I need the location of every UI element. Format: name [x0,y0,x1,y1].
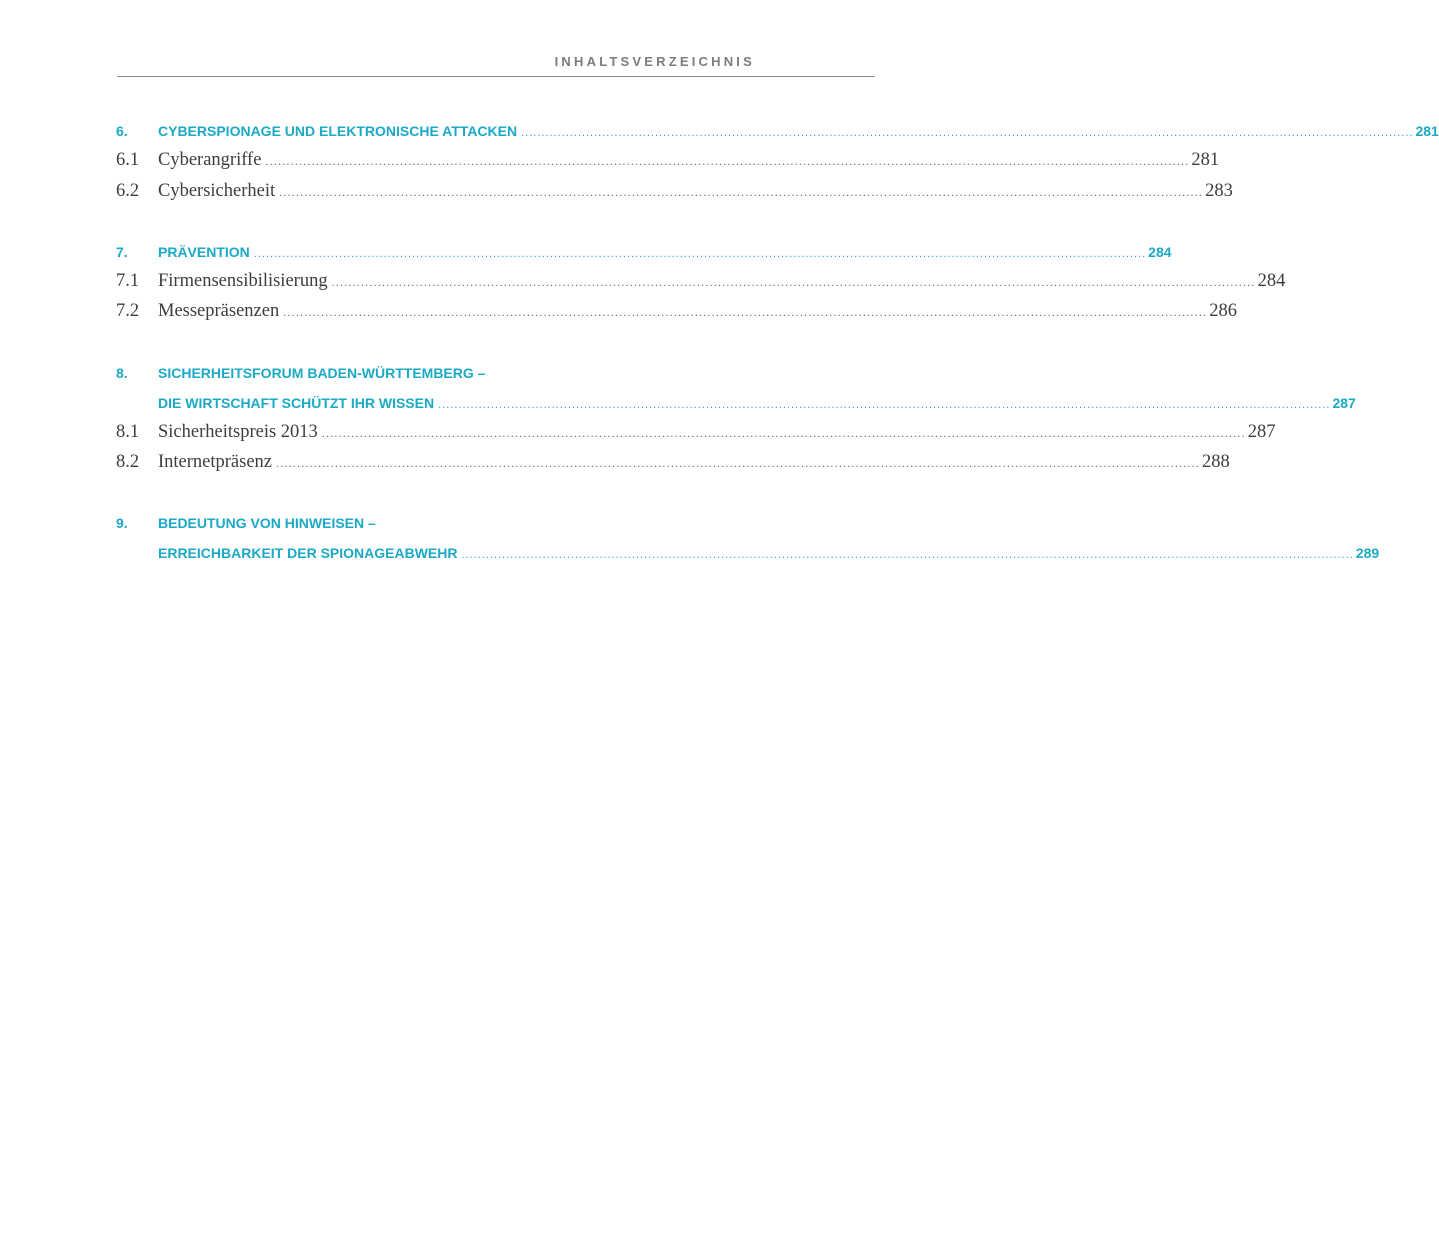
toc-number: 6. [116,123,128,139]
dot-leader: ............................................................................................................................................................................................................................ [279,185,1204,199]
toc-page-number: 287 [1247,422,1276,442]
toc-section-7-2[interactable] [116,301,1237,329]
toc-number: 7.2 [116,301,140,321]
toc-number: 7.1 [116,271,140,291]
dot-leader: ............................................................................................................................................................................................................................ [438,399,1331,411]
toc-title: Sicherheitspreis 2013 [158,422,318,442]
toc-title: PRÄVENTION [158,244,250,260]
toc-title: Firmensensibilisierung [158,271,328,291]
toc-chapter-8[interactable] [116,365,748,387]
toc-chapter-6[interactable] [116,123,1439,145]
toc-number: 8. [116,365,128,381]
toc-title: SICHERHEITSFORUM BADEN-WÜRTTEMBERG – [158,365,486,381]
toc-page-number: 283 [1205,181,1233,201]
toc-number: 9. [116,515,128,531]
toc-section-8-1[interactable] [116,422,1276,450]
toc-chapter-7[interactable] [116,244,1172,266]
dot-leader: ............................................................................................................................................................................................................................ [276,456,1201,470]
toc-section-7-1[interactable] [116,271,1286,299]
toc-number: 7. [116,244,128,260]
toc-number: 6.1 [116,150,140,170]
toc-number: 8.1 [116,422,140,442]
toc-page-number: 281 [1415,123,1439,139]
toc-page-number: 286 [1209,301,1237,321]
dot-leader: ............................................................................................................................................................................................................................ [283,305,1208,319]
toc-title: Cyberangriffe [158,150,262,170]
toc-page-number: 284 [1257,271,1286,291]
toc-page-number: 289 [1355,545,1380,561]
toc-page-number: 287 [1332,395,1356,411]
toc-chapter-9-continued[interactable] [116,545,1380,567]
toc-chapter-8-continued[interactable] [116,395,1356,417]
toc-page-number: 281 [1191,150,1220,170]
toc-title: BEDEUTUNG VON HINWEISEN – [158,515,376,531]
toc-title: Messepräsenzen [158,301,280,321]
toc-section-6-2[interactable] [116,181,1233,209]
toc-title: CYBERSPIONAGE UND ELEKTRONISCHE ATTACKEN [158,123,518,139]
dot-leader: ............................................................................................................................................................................................................................ [321,426,1246,440]
toc-number: 8.2 [116,452,140,472]
page-header-title: INHALTSVERZEICHNIS [554,54,755,69]
dot-leader: ............................................................................................................................................................................................................................ [331,275,1256,289]
toc-title: DIE WIRTSCHAFT SCHÜTZT IHR WISSEN [158,395,435,411]
toc-chapter-9[interactable] [116,515,748,537]
dot-leader: ............................................................................................................................................................................................................................ [253,248,1147,260]
toc-title: ERREICHBARKEIT DER SPIONAGEABWEHR [158,545,458,561]
dot-leader: ............................................................................................................................................................................................................................ [265,154,1190,168]
toc-section-6-1[interactable] [116,150,1220,178]
dot-leader: ............................................................................................................................................................................................................................ [521,127,1414,139]
toc-section-8-2[interactable] [116,452,1230,480]
toc-page-number: 284 [1148,244,1172,260]
toc-page-number: 288 [1202,452,1230,472]
toc-number: 6.2 [116,181,140,201]
toc-title: Internetpräsenz [158,452,273,472]
toc-title: Cybersicherheit [158,181,276,201]
dot-leader: ............................................................................................................................................................................................................................ [461,549,1354,561]
